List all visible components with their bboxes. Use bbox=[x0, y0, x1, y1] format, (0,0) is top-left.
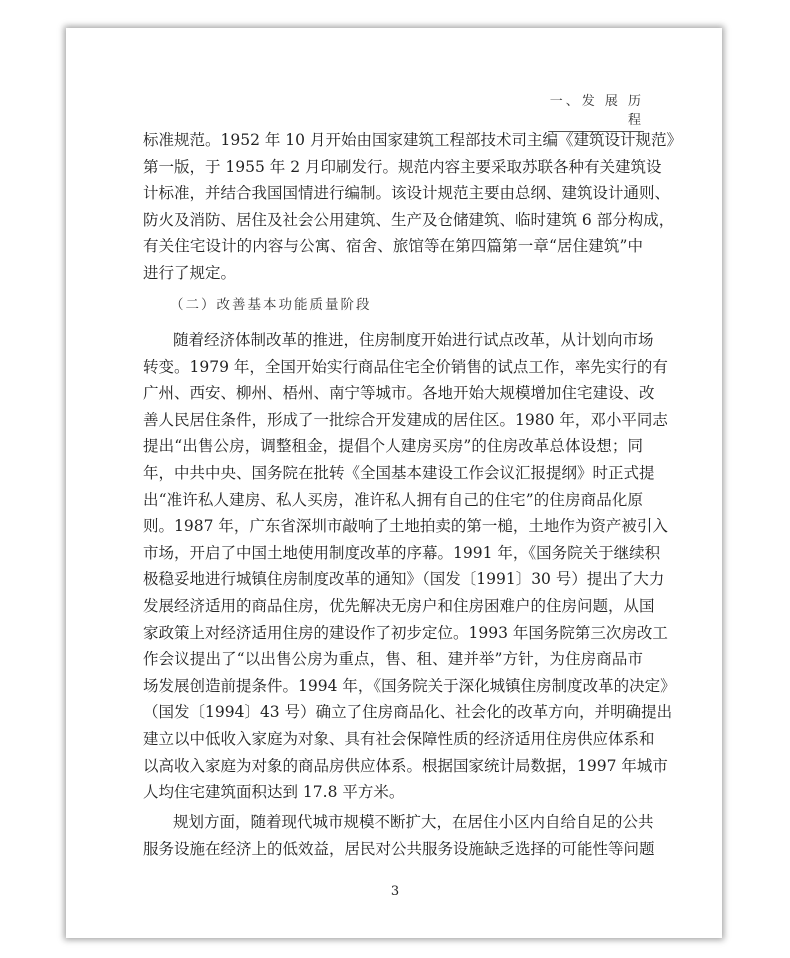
text-line: 作会议提出了“以出售公房为重点，售、租、建并举”方针，为住房商品市 bbox=[143, 650, 643, 669]
text-line: 计标准，并结合我国国情进行编制。该设计规范主要由总纲、建筑设计通则、 bbox=[143, 184, 671, 203]
text-line: （国发〔1994〕43 号）确立了住房商品化、社会化的改革方向，并明确提出 bbox=[143, 703, 673, 722]
text-line: 进行了规定。 bbox=[143, 264, 237, 282]
text-line: 广州、西安、柳州、梧州、南宁等城市。各地开始大规模增加住宅建设、改 bbox=[143, 384, 655, 403]
section-heading: （二）改善基本功能质量阶段 bbox=[170, 297, 372, 313]
text-line: 家政策上对经济适用住房的建设作了初步定位。1993 年国务院第三次房改工 bbox=[143, 623, 668, 642]
text-line: 标准规范。1952 年 10 月开始由国家建筑工程部技术司主编《建筑设计规范》 bbox=[143, 131, 682, 149]
text-line: 有关住宅设计的内容与公寓、宿舍、旅馆等在第四篇第一章“居住建筑”中 bbox=[143, 237, 643, 256]
text-line: 随着经济体制改革的推进，住房制度开始进行试点改革，从计划向市场 bbox=[173, 331, 654, 349]
text-line: 转变。1979 年，全国开始实行商品住宅全价销售的试点工作，率先实行的有 bbox=[143, 357, 668, 376]
text-line: 场发展创造前提条件。1994 年，《国务院关于深化城镇住房制度改革的决定》 bbox=[143, 676, 676, 695]
page-number: 3 bbox=[390, 884, 400, 899]
text-line: 以高收入家庭为对象的商品房供应体系。根据国家统计局数据，1997 年城市 bbox=[143, 756, 668, 775]
text-line: 规划方面，随着现代城市规模不断扩大，在居住小区内自给自足的公共 bbox=[173, 813, 654, 831]
text-line: 出“准许私人建房、私人买房，准许私人拥有自己的住宅”的住房商品化原 bbox=[143, 490, 643, 509]
running-header: 一、发 展 历 程 bbox=[548, 90, 644, 132]
text-line: 发展经济适用的商品住房，优先解决无房户和住房困难户的住房问题，从国 bbox=[143, 597, 655, 615]
text-line: 则。1987 年，广东省深圳市敲响了土地拍卖的第一槌，土地作为资产被引入 bbox=[143, 517, 668, 536]
text-line: 防火及消防、居住及社会公用建筑、生产及仓储建筑、临时建筑 6 部分构成， bbox=[143, 210, 675, 229]
text-line: 市场，开启了中国土地使用制度改革的序幕。1991 年，《国务院关于继续积 bbox=[143, 543, 661, 562]
text-line: 人均住宅建筑面积达到 17.8 平方米。 bbox=[143, 783, 405, 802]
text-line: 善人民居住条件，形成了一批综合开发建成的居住区。1980 年，邓小平同志 bbox=[143, 410, 668, 429]
text-line: 建立以中低收入家庭为对象、具有社会保障性质的经济适用住房供应体系和 bbox=[143, 730, 655, 748]
text-line: 服务设施在经济上的低效益，居民对公共服务设施缺乏选择的可能性等问题 bbox=[143, 839, 655, 858]
text-line: 提出“出售公房，调整租金，提倡个人建房买房”的住房改革总体设想；同 bbox=[143, 437, 643, 456]
text-line: 极稳妥地进行城镇住房制度改革的通知》（国发〔1991〕30 号）提出了大力 bbox=[143, 570, 665, 589]
text-line: 年，中共中央、国务院在批转《全国基本建设工作会议汇报提纲》时正式提 bbox=[143, 464, 655, 482]
text-line: 第一版，于 1955 年 2 月印刷发行。规范内容主要采取苏联各种有关建筑设 bbox=[143, 157, 662, 176]
